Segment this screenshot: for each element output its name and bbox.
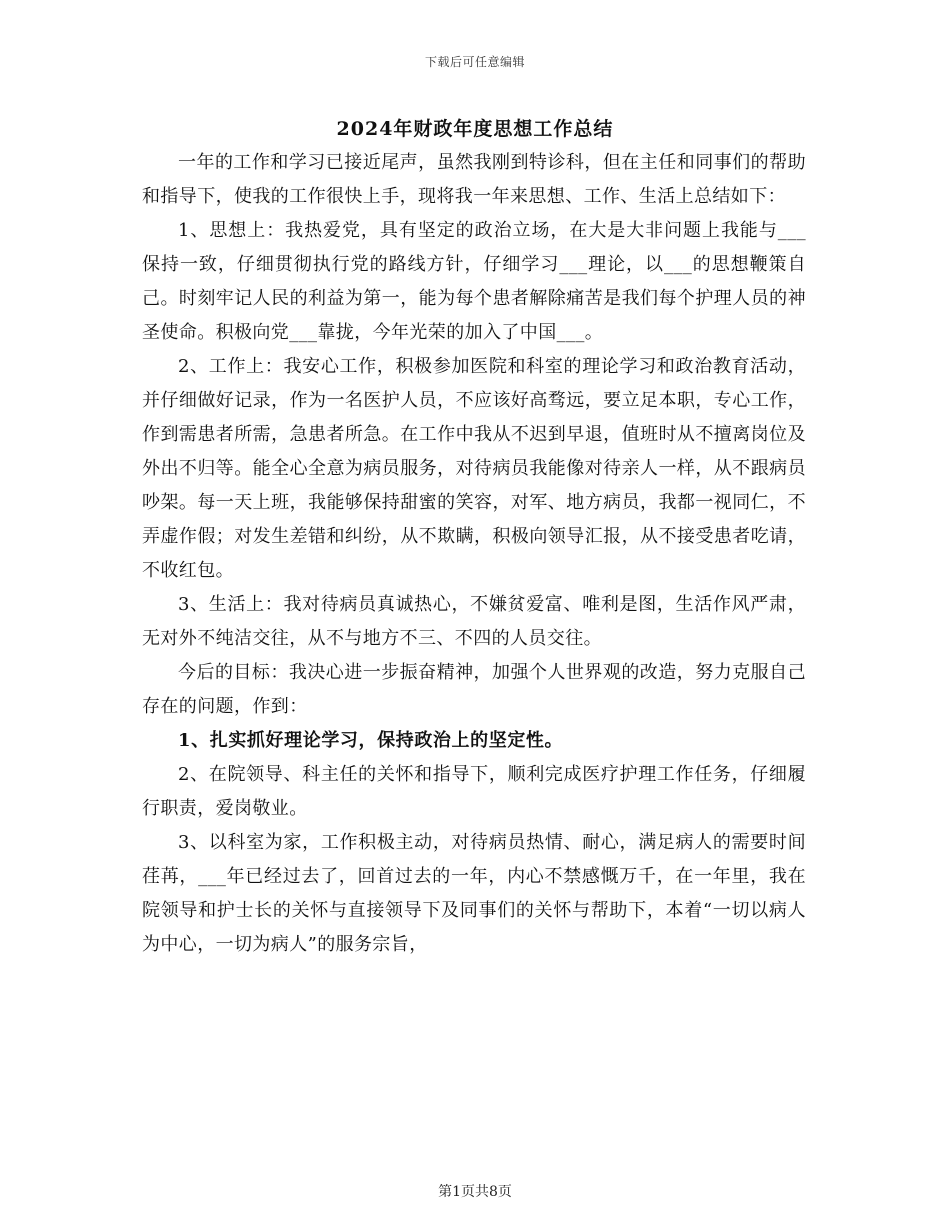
paragraph-work: 2、工作上：我安心工作，积极参加医院和科室的理论学习和政治教育活动，并仔细做好记录，作为一名医护人员，不应该好高骛远，要立足本职，专心工作，作到需患者所需，急患者所急。在工作中我从不迟到早退，值班时从不擅离岗位及外出不归等。能全心全意为病员服务，对待病员我能像对待亲人一样，从不跟病员吵架。每一天上班，我能够保持甜蜜的笑容，对军、地方病员，我都一视同仁，不弄虚作假；对发生差错和纠纷，从不欺瞒，积极向领导汇报，从不接受患者吃请，不收红包。 [142,356,806,581]
paragraph-life: 3、生活上：我对待病员真诚热心，不嫌贫爱富、唯利是图，生活作风严肃，无对外不纯洁交往，从不与地方不三、不四的人员交往。 [142,594,806,649]
page-header-note: 下载后可任意编辑 [424,55,525,69]
page-number: 第1页共8页 [438,1184,512,1200]
paragraph-goal-3: 3、以科室为家，工作积极主动，对待病员热情、耐心，满足病人的需要时间荏苒，___年已经过去了，回首过去的一年，内心不禁感慨万千，在一年里，我在院领导和护士长的关怀与直接领导下及同事们的关怀与帮助下，本着“一切以病人为中心，一切为病人”的服务宗旨， [142,832,806,955]
paragraph-goals: 今后的目标：我决心进一步振奋精神，加强个人世界观的改造，努力克服自己存在的问题，作到： [142,662,806,717]
paragraph-goal-1: 1、扎实抓好理论学习，保持政治上的坚定性。 [178,730,564,751]
document-title: 2024年财政年度思想工作总结 [336,118,614,140]
paragraph-ideology: 1、思想上：我热爱党，具有坚定的政治立场，在大是大非问题上我能与___保持一致，仔细贯彻执行党的路线方针，仔细学习___理论，以___的思想鞭策自己。时刻牢记人民的利益为第一，能为每个患者解除痛苦是我们每个护理人员的神圣使命。积极向党___靠拢，今年光荣的加入了中国___。 [142,220,806,343]
paragraph-goal-2: 2、在院领导、科主任的关怀和指导下，顺利完成医疗护理工作任务，仔细履行职责，爱岗敬业。 [142,764,806,819]
paragraph-intro: 一年的工作和学习已接近尾声，虽然我刚到特诊科，但在主任和同事们的帮助和指导下，使我的工作很快上手，现将我一年来思想、工作、生活上总结如下： [142,152,806,207]
document-body [142,146,806,962]
